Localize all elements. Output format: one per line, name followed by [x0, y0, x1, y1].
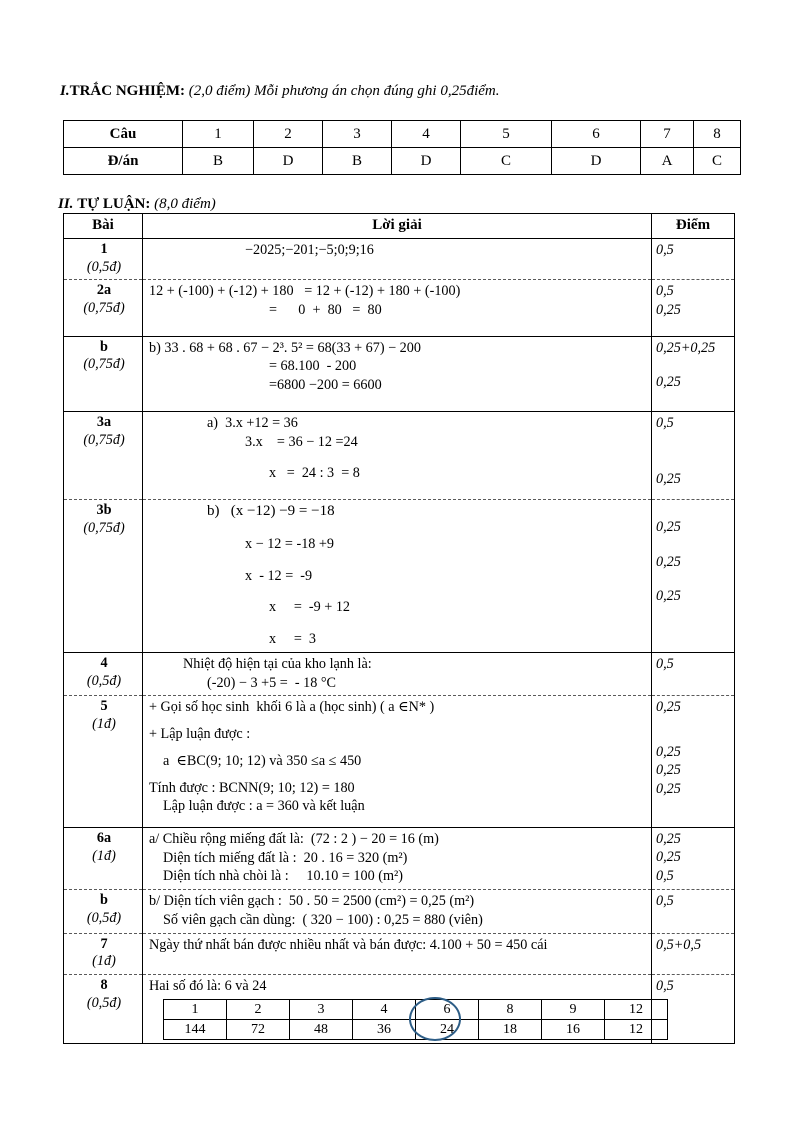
solution-line: Diện tích miếng đất là : 20 . 16 = 320 (m²): [163, 849, 408, 866]
solution-line: = 0 + 80 = 80: [269, 301, 382, 318]
mc-question-cell: 2: [254, 121, 323, 148]
mc-question-cell: 8: [694, 121, 741, 148]
mc-answer-cell: C: [694, 148, 741, 175]
section-1-note: (2,0 điểm) Mỗi phương án chọn đúng ghi 0,25điểm.: [188, 83, 500, 99]
row-number: 4: [100, 654, 108, 671]
table-row: [64, 828, 735, 890]
section-2-roman: II.: [58, 196, 74, 212]
header-diem: Điểm: [652, 214, 735, 239]
mc-row-label-dan: Đ/án: [64, 148, 183, 175]
mc-answer-cell: D: [552, 148, 641, 175]
table-header-row: [64, 214, 735, 239]
divisor-cell: 18: [479, 1019, 542, 1039]
row-score-cell: [652, 933, 735, 975]
mc-answer-cell: A: [641, 148, 694, 175]
row-bai-cell: [64, 411, 143, 499]
solution-line: Diện tích nhà chòi là : 10.10 = 100 (m²): [163, 868, 403, 885]
row-points: (0,5đ): [86, 672, 122, 689]
row-number: b: [100, 338, 108, 355]
table-row: [64, 890, 735, 933]
score-value: 0,25: [656, 471, 681, 488]
divisor-cell: 3: [290, 999, 353, 1019]
row-points: (0,5đ): [86, 258, 122, 275]
row-bai-cell: [64, 652, 143, 695]
row-solution-cell: [143, 500, 652, 653]
row-score-cell: [652, 411, 735, 499]
solution-line: Ngày thứ nhất bán được nhiều nhất và bán được: 4.100 + 50 = 450 cái: [149, 936, 548, 953]
divisor-cell: 36: [353, 1019, 416, 1039]
mc-answer-cell: D: [254, 148, 323, 175]
divisor-cell: 16: [542, 1019, 605, 1039]
header-loigiai: Lời giải: [143, 214, 652, 239]
row-bai-cell: [64, 280, 143, 336]
score-value: 0,25+0,25: [656, 339, 716, 356]
row-bai-cell: [64, 890, 143, 933]
solution-line: a) 3.x +12 = 36: [207, 414, 298, 431]
score-value: 0,25: [656, 553, 681, 570]
mc-question-cell: 4: [392, 121, 461, 148]
row-number: 7: [100, 935, 108, 952]
row-solution-cell: [143, 280, 652, 336]
solution-line: =6800 −200 = 6600: [269, 377, 382, 394]
solution-line: = 68.100 - 200: [269, 358, 357, 375]
score-value: 0,25: [656, 831, 681, 847]
row-bai-cell: [64, 975, 143, 1044]
score-value: 0,5+0,5: [656, 936, 702, 953]
divisor-pairs-table: [163, 999, 668, 1040]
score-value: 0,25: [656, 374, 681, 391]
divisor-cell-circled: 6: [416, 999, 479, 1019]
row-number: 6a: [96, 830, 112, 846]
mc-answer-cell: B: [323, 148, 392, 175]
table-row: [64, 500, 735, 653]
score-value: 0,5: [656, 655, 674, 672]
mc-answer-cell: D: [392, 148, 461, 175]
solution-line: x = -9 + 12: [269, 599, 351, 616]
row-number: b: [100, 892, 108, 909]
row-bai-cell: [64, 933, 143, 975]
row-score-cell: [652, 652, 735, 695]
row-number: 8: [100, 977, 108, 994]
solution-line: x = 24 : 3 = 8: [269, 465, 360, 482]
row-score-cell: [652, 828, 735, 890]
row-score-cell: [652, 696, 735, 828]
score-value: 0,25: [656, 519, 681, 536]
solution-line: + Lập luận được :: [149, 726, 251, 743]
row-solution-cell: [143, 336, 652, 411]
essay-answer-table: [63, 213, 735, 1044]
solution-line: x = 3: [269, 631, 317, 648]
row-score-cell: [652, 890, 735, 933]
solution-line: −2025;−201;−5;0;9;16: [245, 241, 374, 258]
row-solution-cell: [143, 652, 652, 695]
divisor-cell: 48: [290, 1019, 353, 1039]
table-row: [64, 336, 735, 411]
divisor-cell: 12: [605, 999, 668, 1019]
mc-question-cell: 6: [552, 121, 641, 148]
solution-line: Số viên gạch cần dùng: ( 320 − 100) : 0,25 = 880 (viên): [163, 911, 483, 928]
row-solution-cell: [143, 975, 652, 1044]
section-1-heading: [60, 83, 500, 100]
score-value: 0,5: [656, 241, 674, 258]
row-bai-cell: [64, 500, 143, 653]
multiple-choice-table: [63, 120, 741, 175]
mc-question-row: [64, 121, 741, 148]
table-row: [64, 933, 735, 975]
score-value: 0,25: [656, 849, 681, 866]
divisor-cell: 12: [605, 1019, 668, 1039]
score-value: 0,5: [656, 414, 674, 431]
section-2-note: (8,0 điểm): [154, 196, 216, 212]
solution-line: 3.x = 36 − 12 =24: [245, 433, 358, 450]
section-2-title: TỰ LUẬN:: [77, 196, 151, 212]
row-points: (0,75đ): [83, 356, 125, 373]
score-value: 0,25: [656, 588, 681, 605]
row-solution-cell: [143, 411, 652, 499]
row-score-cell: [652, 336, 735, 411]
mc-answer-row: [64, 148, 741, 175]
mc-answer-cell: B: [183, 148, 254, 175]
row-solution-cell: [143, 238, 652, 280]
divisor-pairs-table-wrapper: [163, 999, 647, 1040]
row-points: (1đ): [92, 953, 116, 970]
divisor-cell: 2: [227, 999, 290, 1019]
row-score-cell: [652, 238, 735, 280]
mc-question-cell: 5: [461, 121, 552, 148]
row-bai-cell: [64, 336, 143, 411]
mc-question-cell: 3: [323, 121, 392, 148]
solution-line: Hai số đó là: 6 và 24: [149, 978, 267, 995]
solution-line: + Gọi số học sinh khối 6 là a (học sinh) ( a ∈N* ): [149, 699, 435, 716]
row-bai-cell: [64, 696, 143, 828]
score-value: 0,25: [656, 301, 681, 318]
table-row: [64, 652, 735, 695]
row-points: (0,75đ): [83, 519, 125, 536]
row-solution-cell: [143, 890, 652, 933]
solution-line: b/ Diện tích viên gạch : 50 . 50 = 2500 (cm²) = 0,25 (m²): [149, 893, 475, 910]
table-row: [64, 280, 735, 336]
row-solution-cell: [143, 696, 652, 828]
row-number: 3a: [96, 413, 112, 430]
divisor-cell-circled: 24: [416, 1019, 479, 1039]
row-number: 2a: [96, 282, 112, 299]
row-bai-cell: [64, 238, 143, 280]
score-value: 0,5: [656, 283, 674, 300]
solution-line: Tính được : BCNN(9; 10; 12) = 180: [149, 779, 355, 796]
divisor-cell: 72: [227, 1019, 290, 1039]
divisor-row-top: [164, 999, 668, 1019]
score-value: 0,5: [656, 867, 674, 884]
solution-line: x - 12 = -9: [245, 567, 313, 584]
solution-line: b) (x −12) −9 = −18: [207, 503, 335, 520]
row-number: 5: [100, 698, 108, 715]
divisor-row-bottom: [164, 1019, 668, 1039]
divisor-cell: 9: [542, 999, 605, 1019]
row-score-cell: [652, 280, 735, 336]
solution-line: b) 33 . 68 + 68 . 67 − 2³. 5² = 68(33 + 67) − 200: [149, 339, 421, 356]
mc-question-cell: 1: [183, 121, 254, 148]
score-value: 0,25: [656, 780, 681, 797]
row-number: 1: [100, 240, 108, 257]
row-number: 3b: [96, 502, 112, 519]
solution-line: x − 12 = -18 +9: [245, 535, 335, 552]
table-row: [64, 411, 735, 499]
table-row: [64, 975, 735, 1044]
row-points: (1đ): [92, 716, 116, 733]
header-bai: Bài: [64, 214, 143, 239]
mc-question-cell: 7: [641, 121, 694, 148]
divisor-cell: 8: [479, 999, 542, 1019]
solution-line: Lập luận được : a = 360 và kết luận: [163, 798, 365, 815]
row-score-cell: [652, 500, 735, 653]
divisor-cell: 4: [353, 999, 416, 1019]
section-1-title: TRẮC NGHIỆM:: [69, 83, 186, 99]
solution-line: 12 + (-100) + (-12) + 180 = 12 + (-12) + 180 + (-100): [149, 283, 461, 300]
row-points: (0,5đ): [86, 994, 122, 1011]
score-value: 0,25: [656, 699, 681, 716]
row-solution-cell: [143, 828, 652, 890]
mc-row-label-cau: Câu: [64, 121, 183, 148]
row-points: (0,5đ): [86, 909, 122, 926]
row-points: (0,75đ): [83, 300, 125, 316]
score-value: 0,25: [656, 743, 681, 760]
score-value: 0,25: [656, 762, 681, 779]
solution-line: (-20) − 3 +5 = - 18 °C: [207, 674, 336, 691]
score-value: 0,5: [656, 893, 674, 910]
table-row: [64, 696, 735, 828]
row-solution-cell: [143, 933, 652, 975]
section-1-roman: I.: [60, 83, 70, 99]
table-row: [64, 238, 735, 280]
row-bai-cell: [64, 828, 143, 890]
row-points: (1đ): [92, 847, 116, 864]
solution-line: a/ Chiều rộng miếng đất là: (72 : 2 ) − 20 = 16 (m): [149, 831, 439, 847]
section-2-heading: [58, 196, 216, 213]
divisor-cell: 1: [164, 999, 227, 1019]
score-value: 0,5: [656, 978, 674, 995]
mc-answer-cell: C: [461, 148, 552, 175]
divisor-cell: 144: [164, 1019, 227, 1039]
row-points: (0,75đ): [83, 431, 125, 448]
solution-line: Nhiệt độ hiện tại của kho lạnh là:: [183, 655, 372, 672]
solution-line: a ∈BC(9; 10; 12) và 350 ≤a ≤ 450: [163, 752, 362, 769]
